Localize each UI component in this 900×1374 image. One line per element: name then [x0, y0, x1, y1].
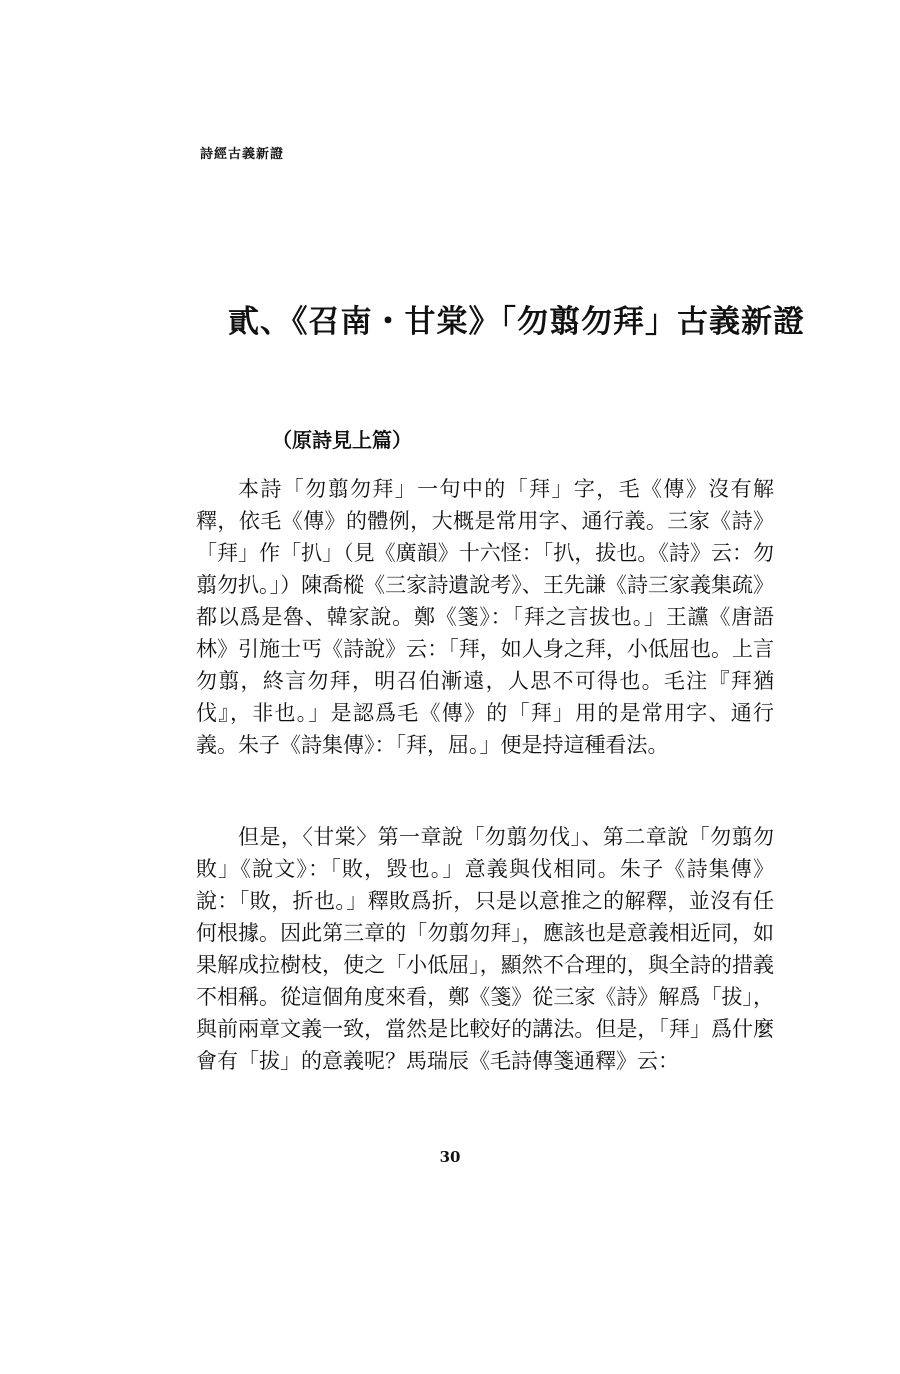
source-note: （原詩見上篇） [272, 428, 412, 452]
chapter-title: 貳、《召南・甘棠》「勿翦勿拜」古義新證 [228, 304, 805, 340]
running-header: 詩經古義新證 [200, 147, 285, 162]
body-paragraph-2: 但是，〈甘棠〉第一章說「勿翦勿伐」、第二章說「勿翦勿敗」《說文》：「敗，毀也。」意義與伐相同。朱子《詩集傳》說：「敗，折也。」釋敗爲折，只是以意推之的解釋，並沒有任何根據。因此第三章的「勿翦勿拜」，應該也是意義相近同，如果解成拉樹枝，使之「小低屈」，顯然不合理的，與全詩的措義不相稱。從這個角度來看，鄭《箋》從三家《詩》解爲「拔」，與前兩章文義一致，當然是比較好的講法。但是，「拜」爲什麼會有「拔」的意義呢？馬瑞辰《毛詩傳箋通釋》云： [196, 825, 774, 1073]
page-number: 30 [439, 1148, 461, 1166]
body-paragraph-1: 本詩「勿翦勿拜」一句中的「拜」字，毛《傳》沒有解釋，依毛《傳》的體例，大概是常用字、通行義。三家《詩》「拜」作「扒」（見《廣韻》十六怪：「扒，拔也。《詩》云：勿翦勿扒。」）陳喬樅《三家詩遺說考》、王先謙《詩三家義集疏》都以爲是魯、韓家說。鄭《箋》：「拜之言拔也。」王讜《唐語林》引施士丐《詩說》云：「拜，如人身之拜，小低屈也。上言勿翦，終言勿拜，明召伯漸遠，人思不可得也。毛注『拜猶伐』，非也。」是認爲毛《傳》的「拜」用的是常用字、通行義。朱子《詩集傳》：「拜，屈。」便是持這種看法。 [196, 477, 774, 757]
